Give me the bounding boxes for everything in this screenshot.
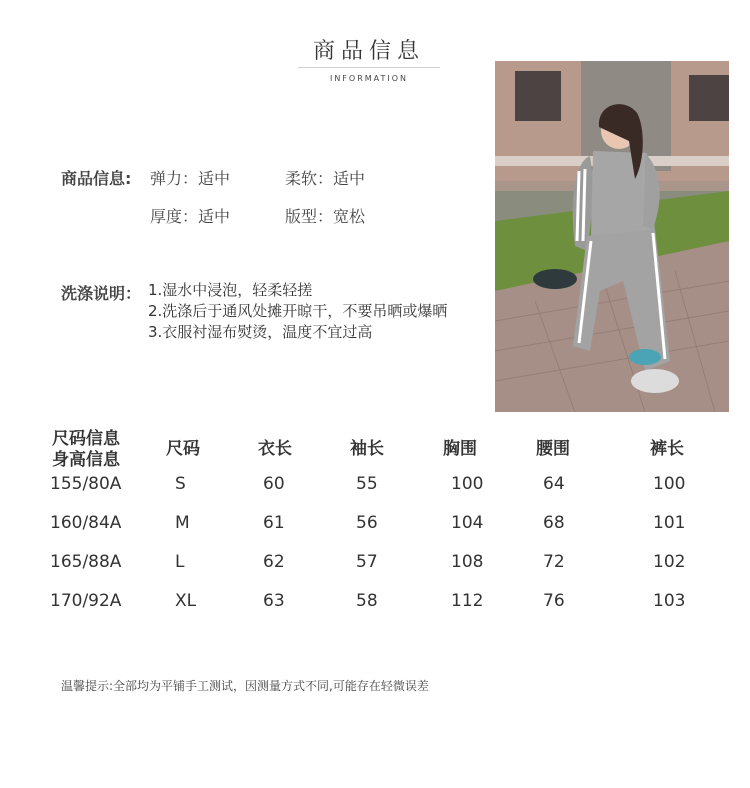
thickness-text: 厚度：适中: [150, 207, 231, 226]
cell-length: 60: [263, 474, 285, 494]
cell-height: 155/80A: [50, 474, 122, 494]
col-size: 尺码: [166, 439, 200, 459]
cell-size: L: [175, 552, 185, 572]
cell-sleeve: 57: [356, 552, 378, 572]
page-title: 商品信息: [312, 39, 425, 64]
col-length: 衣长: [258, 439, 292, 459]
col-pants: 裤长: [650, 439, 684, 459]
cell-size: M: [175, 513, 190, 533]
cell-waist: 64: [543, 474, 565, 494]
cell-pants: 103: [653, 591, 686, 611]
size-header-label: 尺码信息: [52, 429, 120, 449]
cell-waist: 76: [543, 591, 565, 611]
cell-pants: 102: [653, 552, 686, 572]
elasticity-text: 弹力：适中: [150, 169, 231, 188]
cell-bust: 108: [451, 552, 484, 572]
cell-waist: 72: [543, 552, 565, 572]
col-waist: 腰围: [536, 439, 570, 459]
fit-text: 版型：宽松: [285, 207, 366, 226]
cell-sleeve: 58: [356, 591, 378, 611]
cell-bust: 112: [451, 591, 484, 611]
col-sleeve: 袖长: [350, 439, 384, 459]
washing-line-1: 1.湿水中浸泡，轻柔轻搓: [148, 281, 313, 299]
model-illustration: [495, 61, 729, 412]
info-label: 商品信息:: [61, 169, 132, 188]
cell-height: 165/88A: [50, 552, 122, 572]
measurement-tip: 温馨提示:全部均为平铺手工测试，因测量方式不同,可能存在轻微误差: [61, 679, 429, 693]
washing-label: 洗涤说明：: [61, 284, 142, 303]
cell-bust: 104: [451, 513, 484, 533]
cell-height: 160/84A: [50, 513, 122, 533]
washing-line-3: 3.衣服衬湿布熨烫，温度不宜过高: [148, 323, 373, 341]
cell-waist: 68: [543, 513, 565, 533]
col-bust: 胸围: [443, 439, 477, 459]
washing-line-2: 2.洗涤后于通风处摊开晾干，不要吊晒或爆晒: [148, 302, 448, 320]
product-photo: [495, 61, 729, 412]
cell-size: XL: [175, 591, 197, 611]
title-divider: [298, 67, 440, 68]
cell-pants: 101: [653, 513, 686, 533]
cell-length: 63: [263, 591, 285, 611]
cell-length: 61: [263, 513, 285, 533]
cell-length: 62: [263, 552, 285, 572]
cell-pants: 100: [653, 474, 686, 494]
cell-bust: 100: [451, 474, 484, 494]
cell-size: S: [175, 474, 186, 494]
softness-text: 柔软：适中: [285, 169, 366, 188]
cell-height: 170/92A: [50, 591, 122, 611]
height-header-label: 身高信息: [52, 450, 120, 470]
page-subtitle: INFORMATION: [329, 74, 409, 83]
cell-sleeve: 55: [356, 474, 378, 494]
cell-sleeve: 56: [356, 513, 378, 533]
